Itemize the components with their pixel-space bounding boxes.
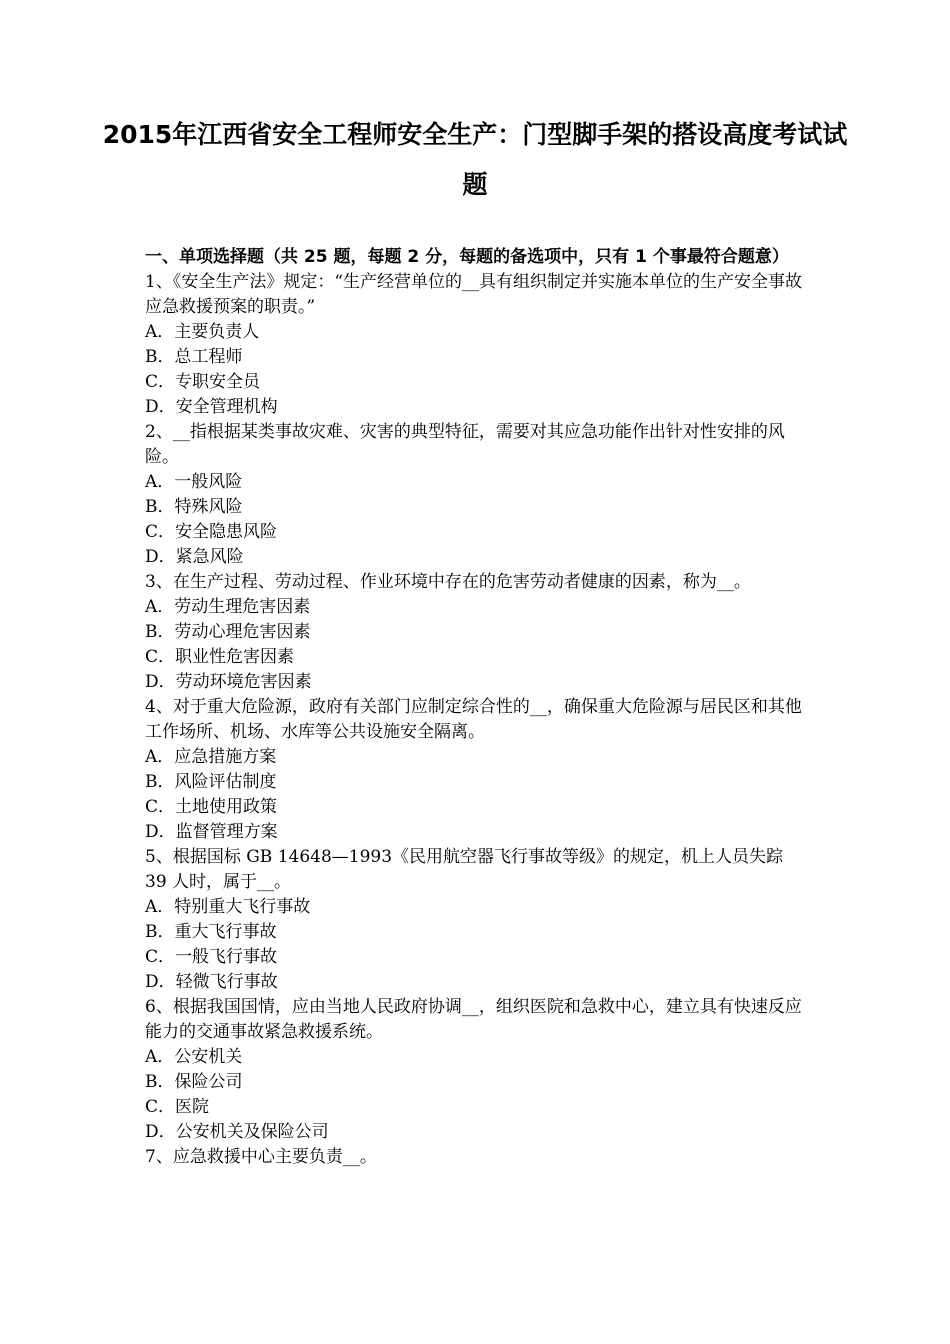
answer-option: B．风险评估制度	[145, 772, 277, 792]
answer-option: A．主要负责人	[145, 322, 260, 342]
answer-option: A．应急措施方案	[145, 747, 277, 767]
question-stem: 2、__指根据某类事故灾难、灾害的典型特征，需要对其应急功能作出针对性安排的风险。	[145, 422, 785, 467]
answer-option: A．劳动生理危害因素	[145, 597, 311, 617]
answer-option: B．总工程师	[145, 347, 243, 367]
answer-option: D．监督管理方案	[145, 822, 278, 842]
question-stem: 1、《安全生产法》规定：“生产经营单位的__具有组织制定并实施本单位的生产安全事故应急救援预案的职责。”	[145, 272, 803, 317]
answer-option: C．专职安全员	[145, 372, 261, 392]
answer-option: D．轻微飞行事故	[145, 972, 278, 992]
answer-option: D．公安机关及保险公司	[145, 1122, 329, 1142]
question-item	[145, 1145, 810, 1170]
question-item	[145, 845, 810, 995]
answer-option: B．劳动心理危害因素	[145, 622, 311, 642]
answer-option: B．保险公司	[145, 1072, 243, 1092]
answer-option: A．公安机关	[145, 1047, 243, 1067]
question-item	[145, 995, 810, 1145]
question-stem: 5、根据国标 GB 14648—1993《民用航空器飞行事故等级》的规定，机上人员失踪 39 人时，属于__。	[145, 847, 784, 892]
question-item	[145, 270, 810, 420]
answer-option: C．医院	[145, 1097, 210, 1117]
question-list	[145, 270, 810, 1170]
question-item	[145, 420, 810, 570]
question-stem: 4、对于重大危险源，政府有关部门应制定综合性的__，确保重大危险源与居民区和其他工作场所、机场、水库等公共设施安全隔离。	[145, 697, 802, 742]
question-item	[145, 695, 810, 845]
document-title: 2015年江西省安全工程师安全生产：门型脚手架的搭设高度考试试题	[102, 120, 848, 199]
question-stem: 3、在生产过程、劳动过程、作业环境中存在的危害劳动者健康的因素，称为__。	[145, 572, 751, 592]
answer-option: D．安全管理机构	[145, 397, 278, 417]
answer-option: C．土地使用政策	[145, 797, 278, 817]
answer-option: A．特别重大飞行事故	[145, 897, 311, 917]
section-header: 一、单项选择题（共 25 题，每题 2 分，每题的备选项中，只有 1 个事最符合题意）	[145, 247, 789, 267]
answer-option: D．劳动环境危害因素	[145, 672, 312, 692]
question-stem: 7、应急救援中心主要负责__。	[145, 1147, 377, 1167]
answer-option: D．紧急风险	[145, 547, 244, 567]
document-body	[145, 245, 810, 1170]
answer-option: A．一般风险	[145, 472, 243, 492]
answer-option: B．重大飞行事故	[145, 922, 277, 942]
question-item	[145, 570, 810, 695]
answer-option: C．职业性危害因素	[145, 647, 295, 667]
question-stem: 6、根据我国国情，应由当地人民政府协调__，组织医院和急救中心，建立具有快速反应能力的交通事故紧急救援系统。	[145, 997, 802, 1042]
answer-option: C．安全隐患风险	[145, 522, 278, 542]
answer-option: B．特殊风险	[145, 497, 243, 517]
answer-option: C．一般飞行事故	[145, 947, 278, 967]
